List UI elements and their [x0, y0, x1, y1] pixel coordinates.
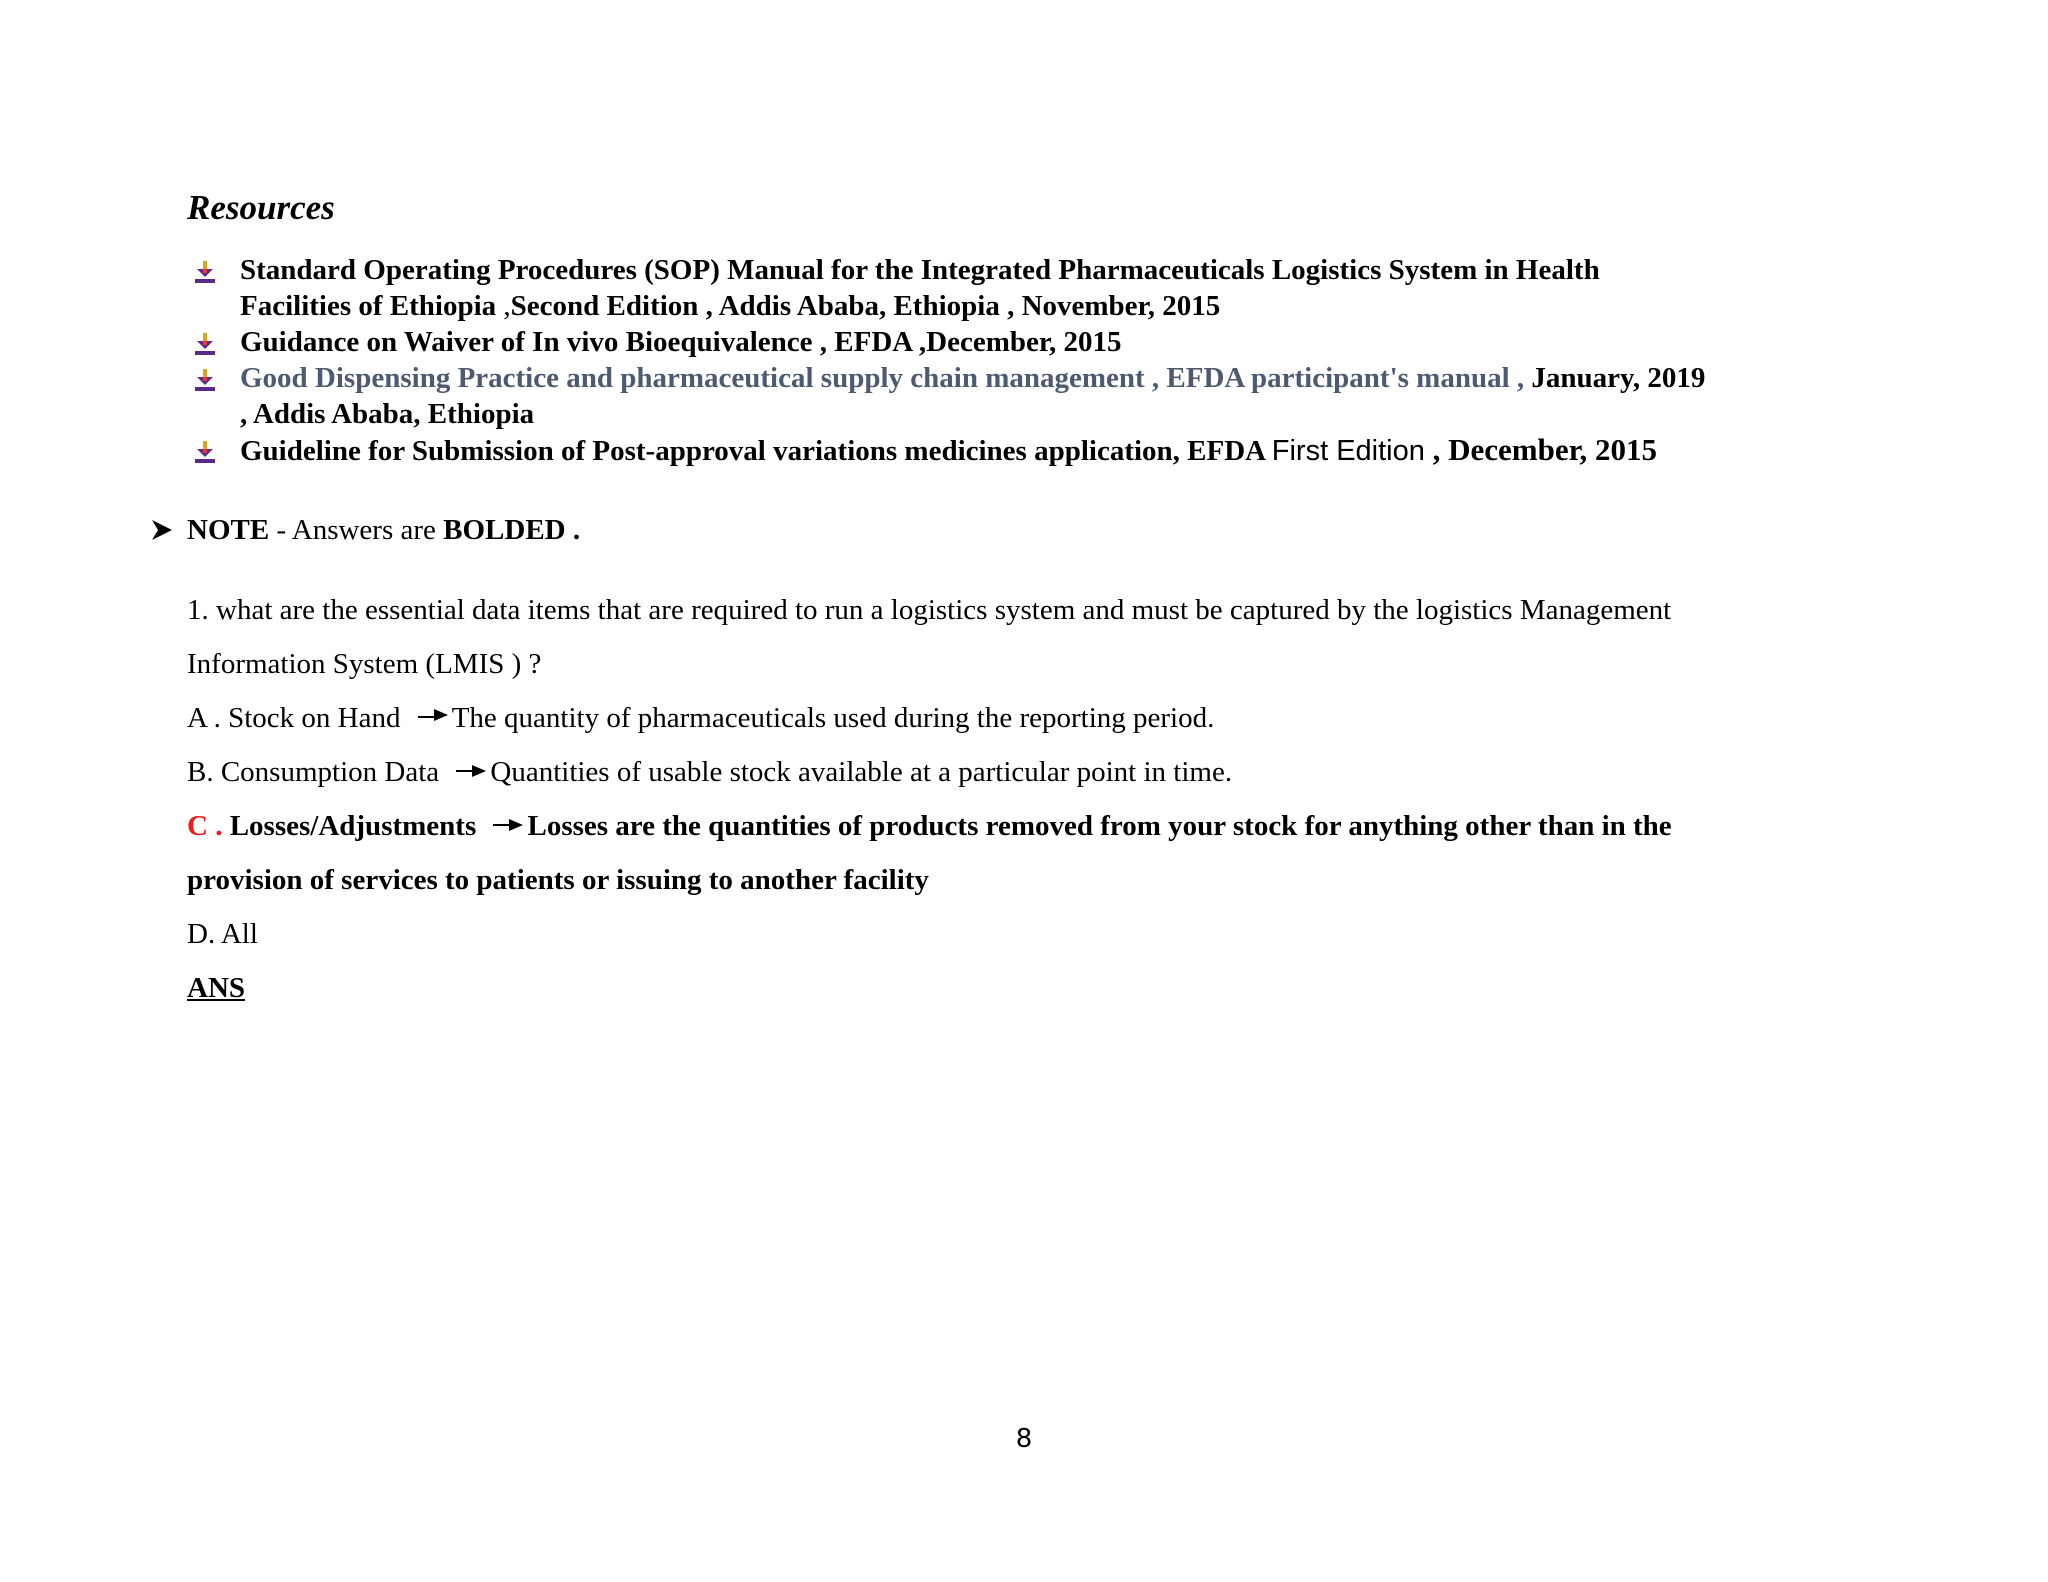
option-b-label: B. Consumption Data	[187, 756, 447, 788]
arrow-bullet-icon	[192, 368, 218, 394]
resource-item-1	[240, 252, 1600, 324]
option-b-text: Quantities of usable stock available at a particular point in time.	[490, 756, 1233, 788]
resource-item-4	[240, 432, 1657, 469]
resource-item-3	[240, 360, 1705, 432]
note-middle: - Answers are	[269, 514, 444, 546]
resource-4-part-b: First Edition	[1271, 435, 1425, 467]
arrow-bullet-icon	[192, 260, 218, 286]
note-label: NOTE	[187, 514, 270, 546]
arrow-right-icon	[491, 813, 525, 835]
resource-1-comma: ,	[503, 290, 511, 322]
option-c	[187, 808, 1672, 844]
option-d: D. All	[187, 918, 258, 950]
resource-1-line-2	[240, 288, 1600, 324]
resource-4-part-a: Guideline for Submission of Post-approval variations medicines application, EFDA	[240, 435, 1272, 467]
answer-label: ANS	[187, 972, 246, 1004]
resource-3-date: January, 2019	[1524, 362, 1706, 394]
note-bold: BOLDED .	[443, 514, 581, 546]
resource-2-line-1: Guidance on Waiver of In vivo Bioequivalence , EFDA ,December, 2015	[240, 326, 1122, 358]
resource-3-line-1	[240, 360, 1705, 396]
arrow-right-icon	[416, 705, 450, 727]
option-c-text-2: provision of services to patients or issuing to another facility	[187, 864, 929, 896]
resource-4-part-c: , December, 2015	[1424, 432, 1658, 467]
arrow-right-icon	[454, 759, 488, 781]
question-line-1: 1. what are the essential data items that are required to run a logistics system and must be captured by the logistics Management	[187, 594, 1672, 626]
resource-3-line-2: , Addis Ababa, Ethiopia	[240, 398, 535, 430]
option-b	[187, 754, 1232, 790]
resource-1-line-2c: Second Edition , Addis Ababa, Ethiopia , November, 2015	[510, 290, 1221, 322]
arrow-bullet-icon	[192, 332, 218, 358]
option-c-letter: C .	[187, 810, 223, 842]
arrow-bullet-icon	[192, 440, 218, 466]
option-c-label: Losses/Adjustments	[222, 810, 484, 842]
resource-item-2	[240, 324, 1122, 360]
resources-heading: Resources	[187, 188, 335, 227]
resource-4-line-1	[240, 432, 1657, 469]
option-a-text: The quantity of pharmaceuticals used during the reporting period.	[451, 702, 1215, 734]
resource-1-line-1: Standard Operating Procedures (SOP) Manual for the Integrated Pharmaceuticals Logistics System in Health	[240, 254, 1600, 286]
option-a-label: A . Stock on Hand	[187, 702, 408, 734]
question-line-2: Information System (LMIS ) ?	[187, 648, 542, 680]
resource-1-line-2a: Facilities of Ethiopia	[240, 290, 504, 322]
arrowhead-bullet-icon	[150, 518, 174, 542]
resource-3-gray-text: Good Dispensing Practice and pharmaceutical supply chain management , EFDA participant's manual ,	[240, 362, 1525, 394]
note-text	[187, 512, 580, 548]
page-number: 8	[1015, 1424, 1033, 1454]
option-c-text-1: Losses are the quantities of products removed from your stock for anything other than in the	[527, 810, 1672, 842]
option-a	[187, 700, 1214, 736]
